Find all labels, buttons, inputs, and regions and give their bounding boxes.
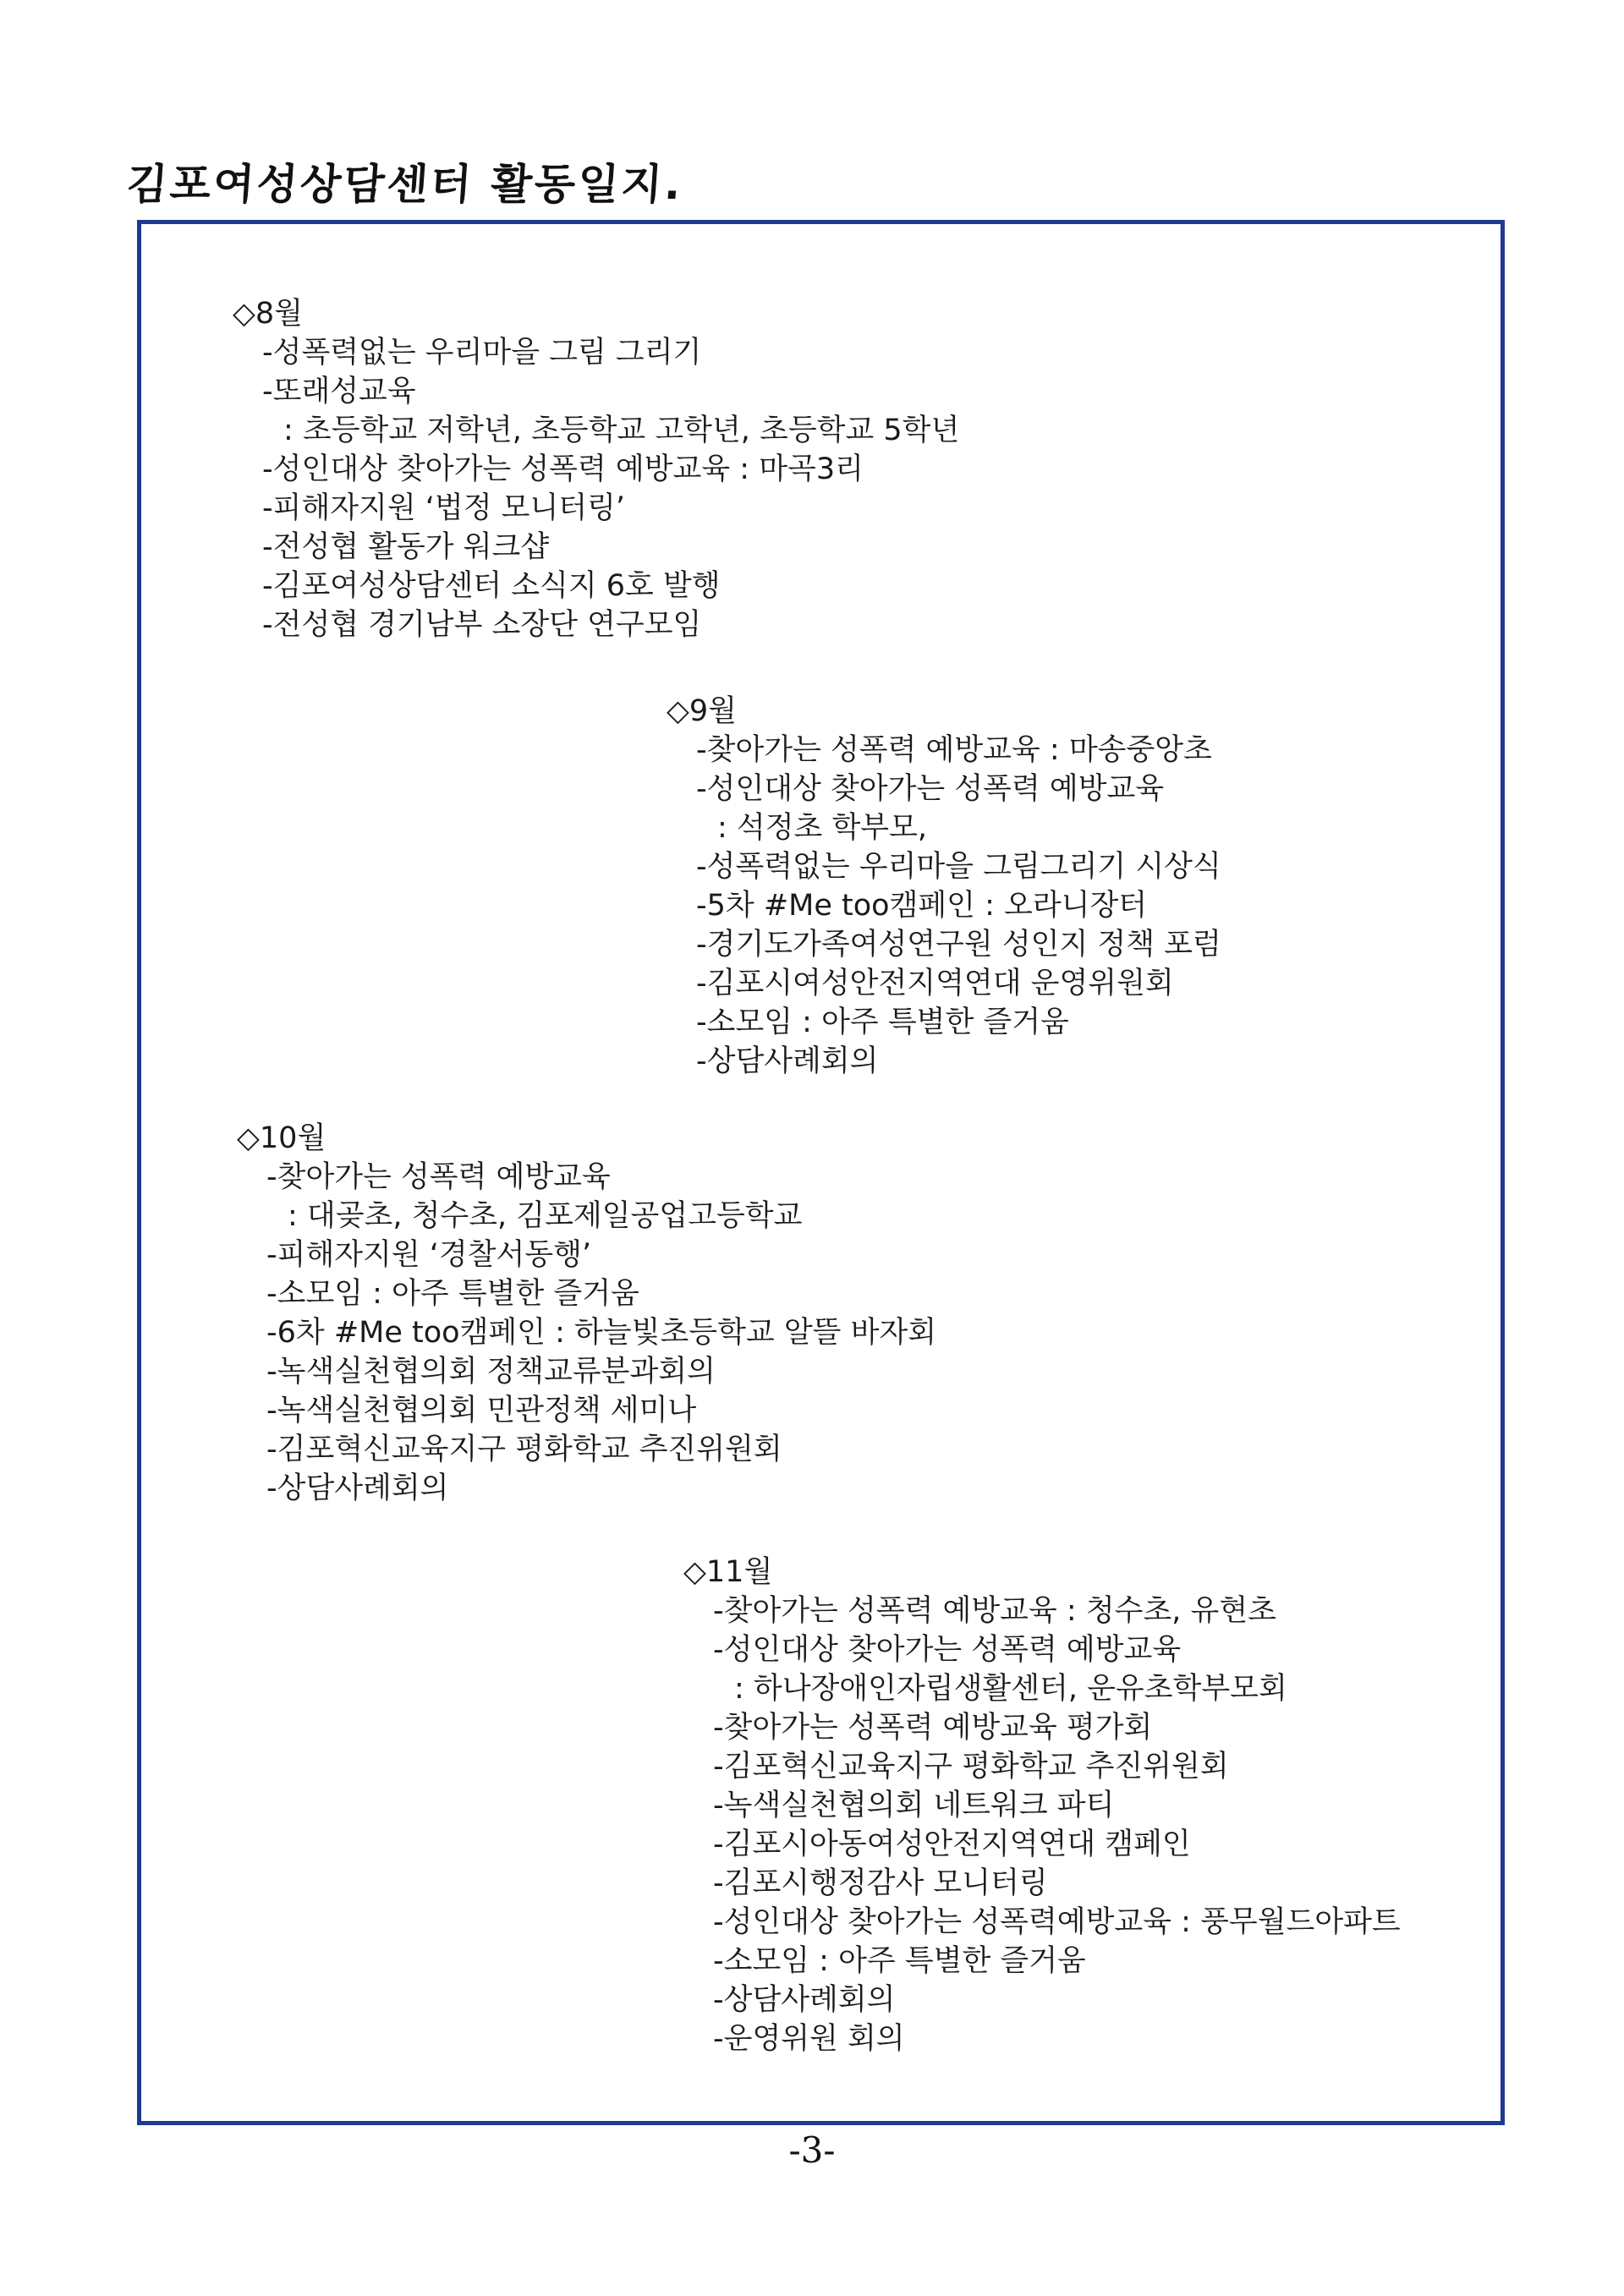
section-october: [237, 1119, 936, 1508]
activity-list: [237, 1158, 936, 1508]
activity-list: [233, 333, 959, 644]
activity-item: -전성협 활동가 워크샵: [262, 530, 550, 564]
activity-item: -성폭력없는 우리마을 그림그리기 시상식: [696, 850, 1221, 884]
activity-list: [683, 1592, 1401, 2058]
activity-item: -녹색실천협의회 네트워크 파티: [713, 1789, 1115, 1822]
activity-item: -성인대상 찾아가는 성폭력 예방교육 : 마곡3리: [262, 452, 864, 486]
activity-item: -소모임 : 아주 특별한 즐거움: [266, 1277, 639, 1311]
activity-item: -녹색실천협의회 민관정책 세미나: [266, 1394, 697, 1427]
activity-item: -녹색실천협의회 정책교류분과회의: [266, 1355, 716, 1389]
activity-item: -5차 #Me too캠페인 : 오라니장터: [696, 889, 1148, 923]
activity-item: -또래성교육: [262, 375, 416, 408]
activity-detail: : 석정초 학부모,: [717, 811, 928, 845]
month-heading: ◇9월: [667, 694, 737, 728]
activity-item: -소모임 : 아주 특별한 즐거움: [713, 1944, 1086, 1978]
activity-item: -성인대상 찾아가는 성폭력 예방교육: [696, 772, 1165, 806]
activity-item: -상담사례회의: [713, 1983, 896, 2017]
activity-item: -전성협 경기남부 소장단 연구모임: [262, 608, 702, 642]
activity-list: [667, 731, 1221, 1081]
activity-item: -김포혁신교육지구 평화학교 추진위원회: [266, 1433, 782, 1466]
activity-item: -찾아가는 성폭력 예방교육: [266, 1160, 611, 1194]
activity-item: -6차 #Me too캠페인 : 하늘빛초등학교 알뜰 바자회: [266, 1316, 937, 1350]
activity-detail: : 대곶초, 청수초, 김포제일공업고등학교: [288, 1199, 803, 1233]
activity-detail: : 초등학교 저학년, 초등학교 고학년, 초등학교 5학년: [283, 414, 960, 447]
activity-item: -피해자지원 ‘법정 모니터링’: [262, 491, 626, 525]
activity-item: -찾아가는 성폭력 예방교육 : 마송중앙초: [696, 733, 1212, 767]
activity-item: -운영위원 회의: [713, 2022, 905, 2056]
activity-item: -김포혁신교육지구 평화학교 추진위원회: [713, 1750, 1229, 1784]
month-heading: ◇8월: [233, 297, 303, 331]
activity-detail: : 하나장애인자립생활센터, 운유초학부모회: [734, 1672, 1287, 1706]
activity-item: -성인대상 찾아가는 성폭력 예방교육: [713, 1633, 1182, 1667]
activity-item: -김포시여성안전지역연대 운영위원회: [696, 967, 1174, 1000]
activity-item: -찾아가는 성폭력 예방교육 : 청수초, 유현초: [713, 1594, 1276, 1628]
document-title: 김포여성상담센터 활동일지.: [124, 160, 685, 209]
activity-item: -성인대상 찾아가는 성폭력예방교육 : 풍무월드아파트: [713, 1905, 1401, 1939]
activity-item: -성폭력없는 우리마을 그림 그리기: [262, 336, 702, 370]
activity-item: -김포시아동여성안전지역연대 캠페인: [713, 1827, 1191, 1861]
section-november: [683, 1553, 1401, 2058]
activity-item: -상담사례회의: [696, 1044, 879, 1078]
activity-item: -피해자지원 ‘경찰서동행’: [266, 1238, 592, 1272]
activity-item: -경기도가족여성연구원 성인지 정책 포럼: [696, 928, 1221, 962]
month-heading: ◇10월: [237, 1121, 326, 1155]
section-august: [233, 294, 959, 644]
section-september: [667, 692, 1221, 1081]
month-heading: ◇11월: [683, 1555, 773, 1589]
activity-item: -찾아가는 성폭력 예방교육 평가회: [713, 1711, 1153, 1745]
activity-item: -김포여성상담센터 소식지 6호 발행: [262, 569, 721, 603]
page-number: -3-: [788, 2129, 836, 2171]
activity-item: -김포시행정감사 모니터링: [713, 1866, 1048, 1900]
activity-item: -소모임 : 아주 특별한 즐거움: [696, 1006, 1069, 1039]
activity-item: -상담사례회의: [266, 1471, 449, 1505]
